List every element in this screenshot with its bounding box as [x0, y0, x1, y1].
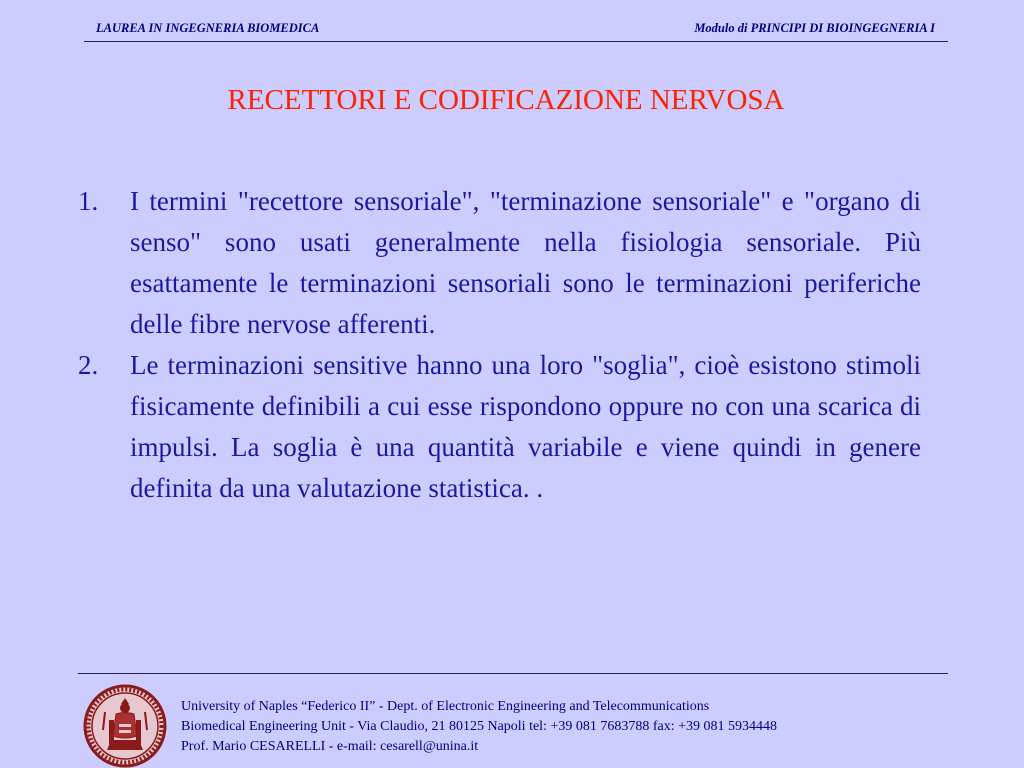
list-item-text: Le terminazioni sensitive hanno una loro "soglia", cioè esistono stimoli fisicamente definibili a cui esse rispondono oppure no con una scarica di impulsi. La soglia è una quantità variabile e viene quindi in genere definita da una valutazione statistica. . — [130, 350, 921, 503]
slide-content — [78, 181, 921, 509]
footer-address-line: Biomedical Engineering Unit - Via Claudio, 21 80125 Napoli tel: +39 081 7683788 fax: +39 081 5934448 — [181, 719, 778, 734]
footer-university-line: University of Naples “Federico II” - Dept. of Electronic Engineering and Telecommunications — [181, 699, 710, 714]
university-seal-icon — [83, 684, 167, 768]
list-item — [78, 345, 921, 509]
list-item-number: 1. — [78, 186, 99, 216]
list-item — [78, 181, 921, 345]
footer-contact-line: Prof. Mario CESARELLI - e-mail: cesarell@unina.it — [181, 739, 479, 754]
footer-divider — [78, 673, 948, 674]
header-divider — [84, 41, 948, 42]
slide-title: RECETTORI E CODIFICAZIONE NERVOSA — [227, 84, 785, 116]
list-item-number: 2. — [78, 350, 99, 380]
header-course-label: LAUREA IN INGEGNERIA BIOMEDICA — [96, 21, 320, 35]
list-item-text: I termini "recettore sensoriale", "terminazione sensoriale" e "organo di senso" sono usati generalmente nella fisiologia sensoriale. Più esattamente le terminazioni sensoriali sono le terminazioni periferiche delle fibre nervose afferenti. — [130, 186, 921, 339]
header-module-label: Modulo di PRINCIPI DI BIOINGEGNERIA I — [694, 21, 935, 35]
footer-info — [181, 697, 777, 757]
